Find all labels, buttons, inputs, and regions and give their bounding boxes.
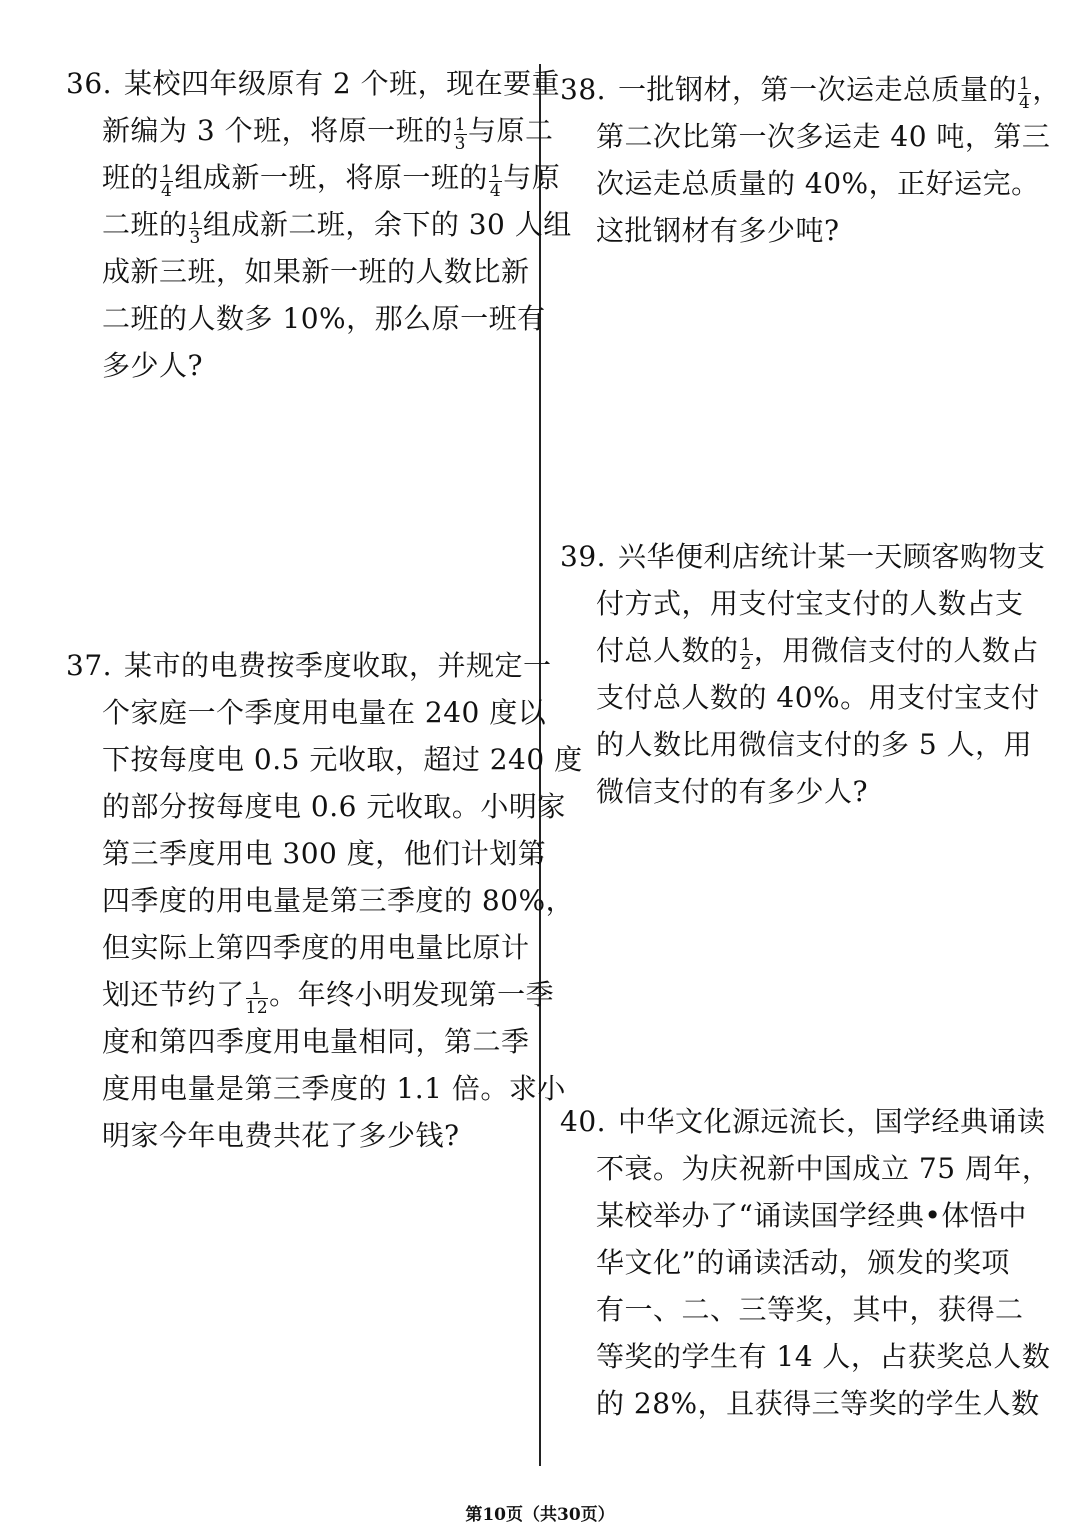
problem-text: 成新三班，如果新一班的人数比新 (102, 255, 530, 288)
problem-number: 40. (560, 1105, 607, 1138)
fraction-numerator: 1 (489, 162, 502, 183)
problem-text: 有一、二、三等奖，其中，获得二 (596, 1293, 1024, 1326)
problem-text: 华文化”的诵读活动，颁发的奖项 (596, 1246, 1010, 1279)
problem-text: 组成新二班，余下的 30 人组 (202, 208, 572, 241)
problem-number: 37. (66, 649, 113, 682)
problem-text: 一批钢材，第一次运走总质量的 (618, 73, 1018, 106)
problem-text: 度用电量是第三季度的 1.1 倍。求小 (102, 1072, 566, 1105)
problem-text: 班的 (102, 161, 160, 194)
problem-text: 与原 (503, 161, 561, 194)
problem-text: 某校四年级原有 2 个班，现在要重 (124, 67, 561, 100)
fraction-denominator: 3 (189, 228, 201, 249)
fraction-denominator: 4 (489, 181, 502, 202)
problem-text: 度和第四季度用电量相同，第二季 (102, 1025, 530, 1058)
problem-text: 二班的人数多 10%，那么原一班有 (102, 302, 546, 335)
problem-text: 某市的电费按季度收取，并规定一 (124, 649, 552, 682)
problem-37 (66, 642, 583, 1159)
fraction-numerator: 1 (740, 635, 752, 656)
problem-text: 明家今年电费共花了多少钱? (102, 1119, 460, 1152)
problem-text: 个家庭一个季度用电量在 240 度以 (102, 696, 547, 729)
fraction-denominator: 12 (245, 998, 269, 1019)
problem-text: 但实际上第四季度的用电量比原计 (102, 931, 530, 964)
problem-text: 下按每度电 0.5 元收取，超过 240 度 (102, 743, 583, 776)
problem-text: 这批钢材有多少吨? (596, 214, 840, 247)
problem-text: ， (1032, 73, 1061, 106)
fraction-numerator: 1 (161, 162, 173, 183)
problem-text: 微信支付的有多少人? (596, 775, 869, 808)
problem-text: 第三季度用电 300 度，他们计划第 (102, 837, 547, 870)
fraction-denominator: 2 (740, 654, 752, 675)
fraction-numerator: 1 (189, 209, 201, 230)
problem-text: 支付总人数的 40%。用支付宝支付 (596, 681, 1040, 714)
fraction (740, 636, 753, 673)
problem-text: 的人数比用微信支付的多 5 人，用 (596, 728, 1033, 761)
problem-text: ，用微信支付的人数占 (753, 634, 1039, 667)
problem-text: 组成新一班，将原一班的 (174, 161, 488, 194)
problem-text: 二班的 (102, 208, 188, 241)
problem-36 (66, 60, 572, 389)
problem-text: 中华文化源远流长，国学经典诵读 (618, 1105, 1046, 1138)
fraction (1018, 75, 1031, 112)
problem-text: 划还节约了 (102, 978, 245, 1011)
page-footer: 第10页（共30页） (465, 1505, 615, 1525)
fraction-denominator: 3 (454, 134, 466, 155)
problem-text: 新编为 3 个班，将原一班的 (102, 114, 453, 147)
fraction (189, 210, 202, 247)
fraction (246, 980, 269, 1017)
fraction-denominator: 4 (1019, 93, 1031, 114)
problem-text: 多少人? (102, 349, 204, 382)
fraction-numerator: 1 (454, 115, 466, 136)
fraction-numerator: 1 (1019, 74, 1031, 95)
problem-number: 39. (560, 540, 607, 573)
problem-text: 与原二 (467, 114, 554, 147)
problem-text: 不衰。为庆祝新中国成立 75 周年， (596, 1152, 1051, 1185)
problem-text: 兴华便利店统计某一天顾客购物支 (618, 540, 1046, 573)
fraction (489, 163, 502, 200)
problem-text: 的 28%，且获得三等奖的学生人数 (596, 1387, 1040, 1420)
problem-text: 四季度的用电量是第三季度的 80%， (102, 884, 575, 917)
problem-text: 付总人数的 (596, 634, 739, 667)
problem-38 (560, 66, 1061, 254)
problem-text: 某校举办了“诵读国学经典•体悟中 (596, 1199, 1027, 1232)
problem-text: 。年终小明发现第一季 (269, 978, 555, 1011)
problem-40 (560, 1098, 1050, 1427)
problem-text: 等奖的学生有 14 人，占获奖总人数 (596, 1340, 1051, 1373)
problem-number: 36. (66, 67, 113, 100)
fraction-numerator: 1 (246, 980, 269, 999)
problem-text: 的部分按每度电 0.6 元收取。小明家 (102, 790, 566, 823)
problem-text: 付方式，用支付宝支付的人数占支 (596, 587, 1024, 620)
fraction (454, 116, 467, 153)
problem-text: 第二次比第一次多运走 40 吨，第三 (596, 120, 1051, 153)
fraction (160, 163, 173, 200)
fraction-denominator: 4 (161, 181, 173, 202)
problem-text: 次运走总质量的 40%，正好运完。 (596, 167, 1040, 200)
problem-39 (560, 533, 1046, 815)
problem-number: 38. (560, 73, 607, 106)
